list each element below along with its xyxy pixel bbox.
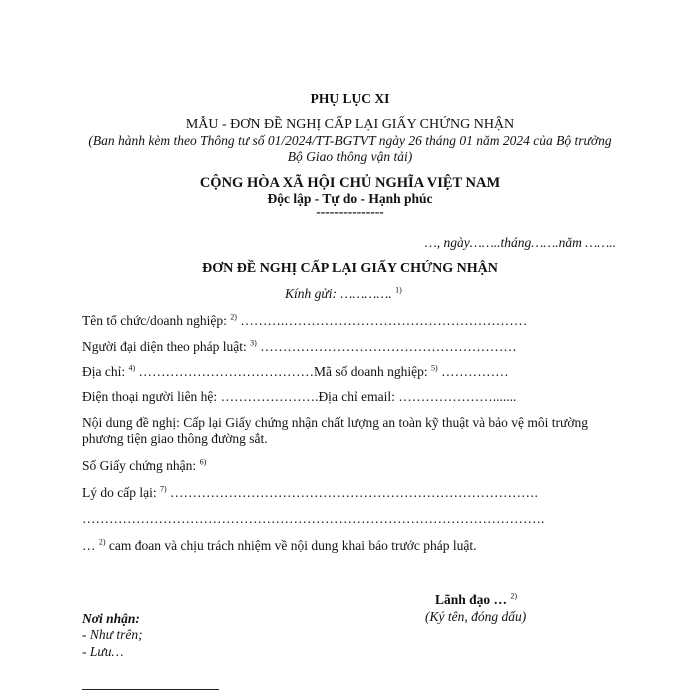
representative-note: 3)	[250, 338, 257, 348]
request-content-line-1: Nội dung đề nghị: Cấp lại Giấy chứng nhận chất lượng an toàn kỹ thuật và bảo vệ môi trường	[82, 415, 588, 430]
representative-field	[82, 339, 517, 355]
address-dots: …………………………………	[138, 364, 315, 379]
org-name-note: 2)	[230, 312, 237, 322]
email-dots: ………………….......	[398, 389, 517, 404]
address-row	[82, 364, 509, 380]
phone-label: Điện thoại người liên hệ:	[82, 389, 218, 404]
addressee	[285, 286, 402, 302]
org-name-label: Tên tổ chức/doanh nghiệp:	[82, 313, 227, 328]
org-name-dots: ……….………………………………………………	[240, 313, 528, 328]
recipient-item: - Lưu…	[82, 644, 124, 659]
reason-line-2: ………………………………………………………………………………………….	[82, 511, 545, 526]
signature-subtitle: (Ký tên, đóng dấu)	[425, 609, 527, 624]
national-title: CỘNG HÒA XÃ HỘI CHỦ NGHĨA VIỆT NAM	[199, 175, 501, 191]
certificate-number-note: 6)	[199, 457, 207, 467]
form-title: MẪU - ĐƠN ĐỀ NGHỊ CẤP LẠI GIẤY CHỨNG NHẬN	[185, 117, 515, 132]
recipient-item: - Như trên;	[82, 627, 143, 642]
signature-note: 2)	[510, 591, 518, 601]
representative-dots: …………………………………………………	[260, 339, 517, 354]
addressee-text: Kính gửi: ………….	[285, 286, 392, 301]
motto-underline: ---------------	[316, 204, 384, 219]
signature-title-text: Lãnh đạo …	[435, 592, 508, 607]
signature-title	[435, 592, 517, 608]
issued-by-line-1: (Ban hành kèm theo Thông tư số 01/2024/TT-BGTVT ngày 26 tháng 01 năm 2024 của Bộ trưởng	[88, 133, 612, 148]
commitment-prefix: …	[82, 538, 96, 553]
phone-dots: ………………….	[220, 389, 319, 404]
addressee-note: 1)	[395, 285, 402, 295]
appendix-heading: PHỤ LỤC XI	[310, 91, 390, 106]
date-line: …, ngày……..tháng…….năm ……..	[424, 235, 616, 250]
biz-code-label: Mã số doanh nghiệp:	[314, 364, 428, 379]
certificate-number-label: Số Giấy chứng nhận:	[82, 458, 197, 473]
org-name-field	[82, 313, 527, 329]
address-label: Địa chỉ:	[82, 364, 126, 379]
recipients-label: Nơi nhận:	[82, 611, 140, 626]
email-label: Địa chỉ email:	[318, 389, 399, 404]
certificate-number-field	[82, 458, 206, 474]
reason-field	[82, 485, 538, 501]
phone-email-row	[82, 389, 516, 405]
reason-label: Lý do cấp lại:	[82, 485, 157, 500]
request-content-line-2: phương tiện giao thông đường sắt.	[82, 431, 268, 446]
biz-code-dots: ……………	[441, 364, 509, 379]
commitment	[82, 538, 477, 554]
address-note: 4)	[128, 363, 136, 373]
issued-by-line-2: Bộ Giao thông vận tải)	[287, 149, 413, 164]
biz-code-note: 5)	[431, 363, 438, 373]
document-title: ĐƠN ĐỀ NGHỊ CẤP LẠI GIẤY CHỨNG NHẬN	[202, 261, 498, 276]
commitment-text: cam đoan và chịu trách nhiệm về nội dung khai báo trước pháp luật.	[108, 538, 477, 553]
reason-dots: ……………………………………………………………………….	[170, 485, 538, 500]
national-motto: Độc lập - Tự do - Hạnh phúc	[267, 191, 433, 206]
commitment-note: 2)	[98, 537, 106, 547]
representative-label: Người đại diện theo pháp luật:	[82, 339, 247, 354]
reason-note: 7)	[159, 484, 167, 494]
footnote-separator	[82, 689, 219, 690]
